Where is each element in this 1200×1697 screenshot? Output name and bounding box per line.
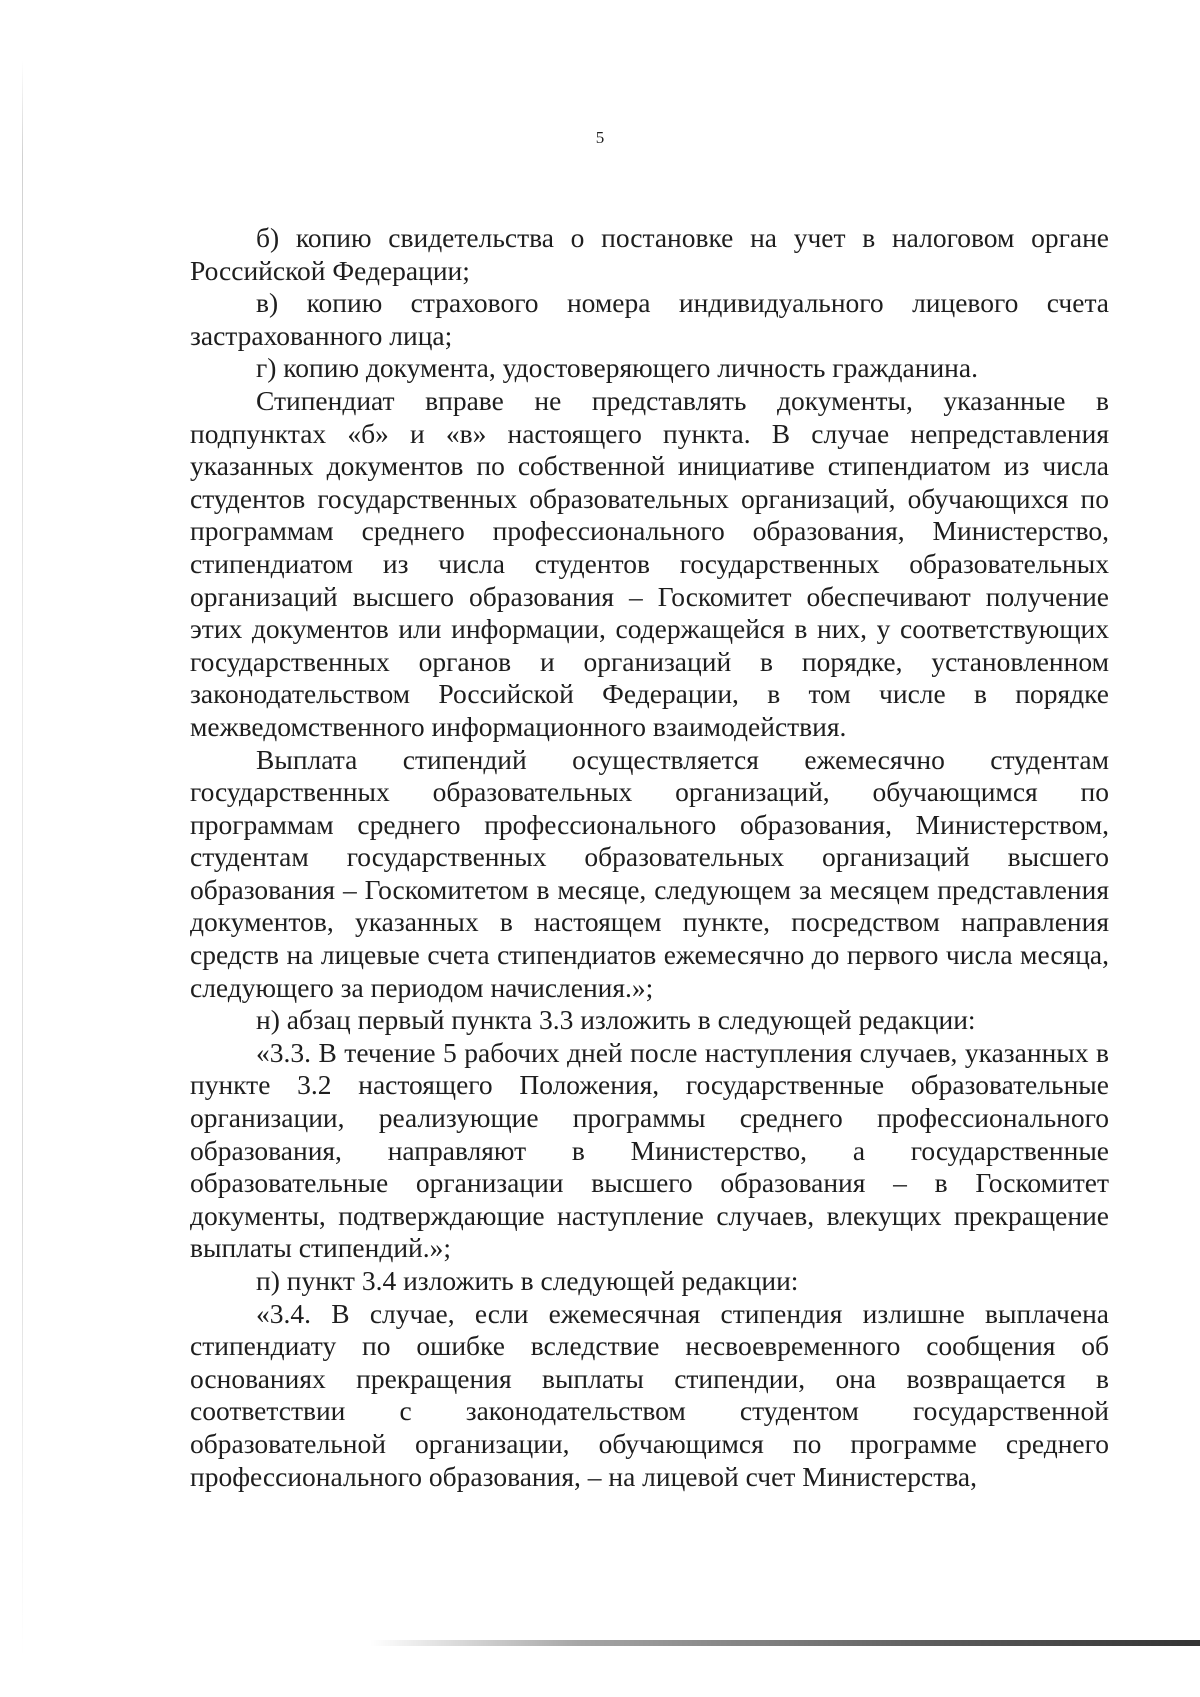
paragraph-clause-3-4: «3.4. В случае, если ежемесячная стипендия излишне выплачена стипендиату по ошибке вследствие несвоевременного сообщения об основаниях прекращения выплаты стипендии, она возвращается в соответствии с законодательством студентом государственной образовательной организации, обучающимся по программе среднего профессионального образования, – на лицевой счет Министерства, [190,1297,1109,1492]
paragraph-scholar-rights: Стипендиат вправе не представлять документы, указанные в подпунктах «б» и «в» настоящего пункта. В случае непредставления указанных документов по собственной инициативе стипендиатом из числа студентов государственных образовательных организаций, обучающихся по программам среднего профессионального образования, Министерство, стипендиатом из числа студентов государственных образовательных организаций высшего образования – Госкомитет обеспечивают получение этих документов или информации, содержащейся в них, у соответствующих государственных органов и организаций в порядке, установленном законодательством Российской Федерации, в том числе в порядке межведомственного информационного взаимодействия. [190,384,1109,742]
document-body [190,222,1109,1493]
paragraph-g: г) копию документа, удостоверяющего личность гражданина. [256,352,978,384]
paragraph-p: п) пункт 3.4 изложить в следующей редакции: [256,1265,799,1296]
paragraph-v: в) копию страхового номера индивидуального лицевого счета застрахованного лица; [190,287,1109,351]
paragraph-n: н) абзац первый пункта 3.3 изложить в следующей редакции: [256,1004,976,1036]
paragraph-b: б) копию свидетельства о постановке на учет в налоговом органе Российской Федерации; [190,222,1109,286]
scan-edge-left [22,60,23,1660]
paragraph-clause-3-3: «3.3. В течение 5 рабочих дней после наступления случаев, указанных в пункте 3.2 настоящего Положения, государственные образовательные организации, реализующие программы среднего профессионального образования, направляют в Министерство, а государственные образовательные организации высшего образования – в Госкомитет документы, подтверждающие наступление случаев, влекущих прекращение выплаты стипендий.»; [190,1036,1109,1264]
paragraph-payment: Выплата стипендий осуществляется ежемесячно студентам государственных образовательных организаций, обучающимся по программам среднего профессионального образования, Министерством, студентам государственных образовательных организаций высшего образования – Госкомитетом в месяце, следующем за месяцем представления документов, указанных в настоящем пункте, посредством направления средств на лицевые счета стипендиатов ежемесячно до первого числа месяца, следующего за периодом начисления.»; [190,743,1109,1003]
scan-edge-bottom [370,1640,1200,1646]
page-number: 5 [595,128,605,147]
